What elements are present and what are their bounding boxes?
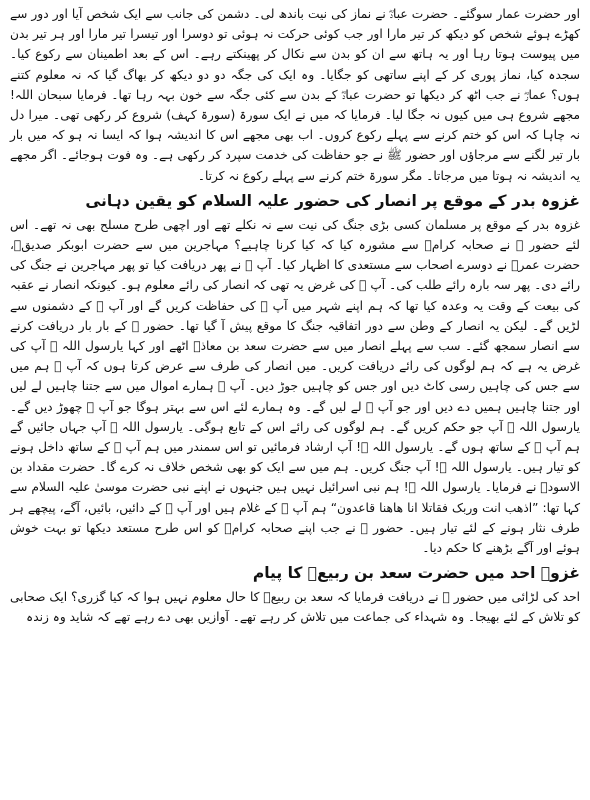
badr-paragraph: غزوہ بدر کے موقع پر مسلمان کسی بڑی جنگ کی نیت سے نہ نکلے تھے اور اچھی طرح مسلح بھی نہ تھے۔ اس لئے حضور ﷺ نے صحابہ کرامؓ سے مشورہ کیا کہ کیا کرنا چاہیے؟ مہاجرین میں سے حضرت ابوبکر صدیقؓ، حضرت عمرؓ نے دوسرے اصحاب سے مستعدی کا اظہار کیا۔ آپ ﷺ نے پھر دریافت کیا تو پھر مہاجرین نے جنگ کی رائے دی۔ پھر سہ بارہ رائے طلب کی۔ آپ ﷺ کی غرض یہ تھی کہ انصار کی رائے معلوم ہو۔ کیونکہ انصار نے عقبہ کی بیعت کے وقت یہ وعدہ کیا تھا کہ ہم اپنے شہر میں آپ ﷺ کی حفاظت کریں گے اور آپ ﷺ کے دشمنوں سے لڑیں گے۔ لیکن یہ انصار کے وطن سے دور اتفاقیہ جنگ کا موقع پیش آ گیا تھا۔ حضور ﷺ کے بار بار دریافت کرنے سے انصار سمجھ گئے۔ سب سے پہلے انصار میں سے حضرت سعد بن معاذؓ اٹھے اور کہا یارسول اللہ ﷺ آپ کی غرض یہ ہے کہ ہم لوگوں کی رائے دریافت کریں۔ میں انصار کی طرف سے عرض کرتا ہوں کہ آپ ﷺ ہم میں سے جس کی چاہیں رسی کاٹ دیں اور جس کو چاہیں جوڑ دیں۔ آپ ﷺ ہمارے اموال میں سے جتنا چاہیں لے لیں اور جتنا چاہیں ہمیں دے دیں اور جو آپ ﷺ لے لیں گے۔ وہ ہمارے لئے اس سے بہتر ہوگا جو آپ ﷺ چھوڑ دیں گے۔ یارسول اللہ ﷺ آپ جو حکم کریں گے۔ ہم لوگوں کی رائے اس کے تابع ہوگی۔ یارسول اللہ ﷺ آپ جہاں جائیں گے ہم آپ ﷺ کے ساتھ ہوں گے۔ یارسول اللہ ﷺ! آپ ارشاد فرمائیں تو اس سمندر میں ہم آپ ﷺ کے ساتھ داخل ہونے کو تیار ہیں۔ یارسول اللہ ﷺ! آپ جنگ کریں۔ ہم میں سے ایک کو بھی شخص خلاف نہ کرے گا۔ حضرت مقداد بن الاسودؓ نے فرمایا۔ یارسول اللہ ﷺ! ہم نبی اسرائیل نہیں ہیں جنہوں نے اپنے نبی حضرت موسیٰ علیہ السلام سے کہا تھا: ”اذھب انت وربک فقاتلا انا ھاھنا قاعدون“ ہم آپ ﷺ کے غلام ہیں اور آپ ﷺ کے دائیں، بائیں، آگے، پیچھے ہر طرف نثار ہونے کے لئے تیار ہیں۔ حضور ﷺ نے جب اپنے صحابہ کرامؓ کو اس طرح مستعد دیکھا تو بہت خوش ہوئے اور آگے بڑھنے کا حکم دیا۔ xyxy=(10,217,580,556)
story-paragraph: اور حضرت عمار سوگئے۔ حضرت عبادؓ نے نماز کی نیت باندھ لی۔ دشمن کی جانب سے ایک شخص آیا اور دور سے کھڑے ہوئے شخص کو دیکھ کر تیر مارا اور جب کوئی حرکت نہ ہوئی تو دوسرا اور تیسرا تیر مارا اور ہر تیر بدن میں پیوست ہوتا رہا اور یہ ہاتھ سے ان کو بدن سے نکال کر پھینکتے رہے۔ اس کے بعد اطمینان سے رکوع کیا۔ سجدہ کیا، نماز پوری کر کے اپنے ساتھی کو جگایا۔ وہ ایک کی جگہ دو دو دیکھ کر بھاگ گیا کہ نہ معلوم کتنے ہوں؟ عمارؓ نے جب اٹھ کر دیکھا تو حضرت عبادؓ کے بدن سے کئی جگہ سے خون بہہ رہا تھا۔ فرمایا سبحان اللہ! مجھے شروع ہی میں کیوں نہ جگا لیا۔ فرمایا کہ میں نے ایک سورۃ (سورۃ کہف) شروع کر رکھی تھی۔ میرا دل نہ چاہا کہ اس کو ختم کرنے سے پہلے رکوع کروں۔ اب بھی مجھے اس کا اندیشہ ہوا کہ ایسا نہ ہو کہ میں بار بار تیر لگنے سے مرجاؤں اور حضور ﷺ نے جو حفاظت کی خدمت سپرد کر رکھی ہے۔ وہ فوت ہوجائے۔ اگر مجھے یہ اندیشہ نہ ہوتا میں مرجاتا۔ مگر سورۃ ختم کرنے سے پہلے رکوع نہ کرتا۔ xyxy=(10,7,580,183)
section-heading-uhud: غزوہ احد میں حضرت سعد بن ربیعؓ کا پیام xyxy=(252,564,580,583)
section-heading-badr: غزوہ بدر کے موقع پر انصار کی حضور علیہ السلام کو یقین دہانی xyxy=(85,191,580,210)
uhud-paragraph: احد کی لڑائی میں حضور ﷺ نے دریافت فرمایا کہ سعد بن ربیعؓ کا حال معلوم نہیں ہوا کہ کیا گزری؟ ایک صحابی کو تلاش کے لئے بھیجا۔ وہ شہداء کی جماعت میں تلاش کر رہے تھے۔ آوازیں بھی دے رہے تھے کہ شاید وہ زندہ xyxy=(10,590,580,625)
